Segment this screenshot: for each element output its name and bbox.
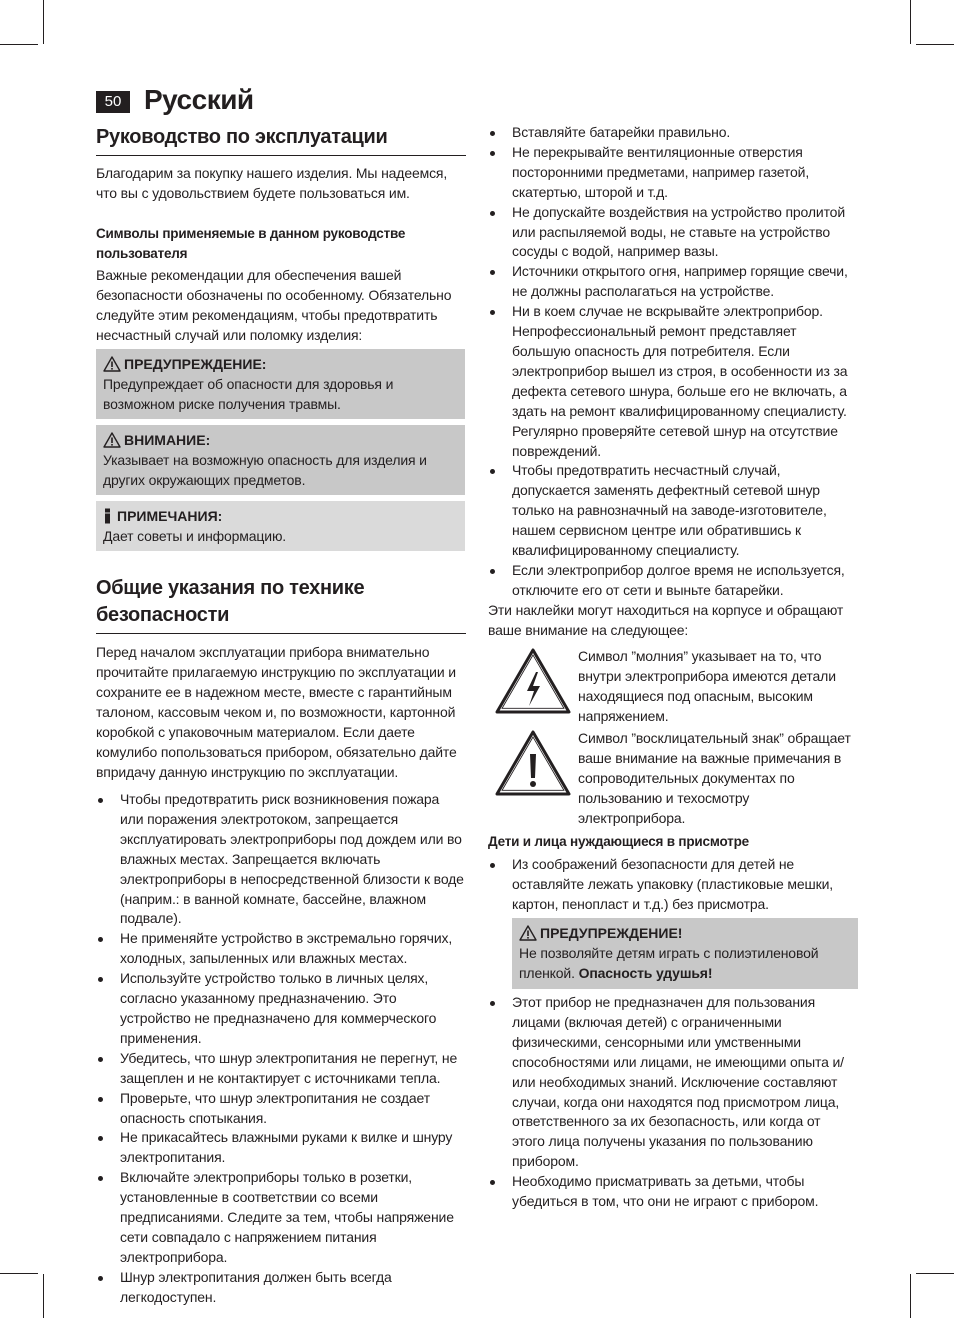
children-bullet-list-2 (488, 993, 850, 1212)
crop-mark (0, 1273, 38, 1274)
crop-mark (43, 1274, 44, 1318)
note-box (96, 501, 465, 551)
list-item: Используйте устройство только в личных целях, согласно указанному предназначению. Это устройство не предназначено для коммерческого применения. (96, 969, 466, 1049)
page-number: 50 (96, 91, 130, 113)
note-text: Дает советы и информацию. (103, 528, 287, 544)
children-warning-text-regular: Не позволяйте детям играть с полиэтиленовой пленкой. (519, 945, 819, 981)
list-item: Включайте электроприборы только в розетки, установленные в соответствии со всеми предписаниями. Следите за тем, чтобы напряжение сети совпадало с напряжением питания электроприбора. (96, 1168, 466, 1268)
children-warning-text (519, 943, 851, 983)
warning-triangle-icon (103, 432, 121, 448)
exclamation-symbol-text: Символ ”восклицательный знак” обращает ваше внимание на важные примечания в сопроводительных документах по пользованию и техосмотру электроприбора. (578, 730, 851, 826)
list-item: Шнур электропитания должен быть всегда легкодоступен. (96, 1268, 466, 1308)
crop-mark (43, 0, 44, 44)
section-rule (96, 155, 466, 156)
list-item: Если электроприбор долгое время не используется, отключите его от сети и выньте батарейки. (488, 561, 858, 601)
warning-triangle-icon (519, 925, 537, 941)
caution-label: ВНИМАНИЕ: (124, 432, 211, 448)
section-title-safety-line2: безопасности (96, 604, 230, 626)
safety-intro-text: Перед началом эксплуатации прибора внимательно прочитайте прилагаемую инструкцию по эксплуатации и сохраните ее в надежном месте, вместе с гарантийным талоном, кассовым чеком и, по возможности, картонной коробкой с упаковочным материалом. Если даете комулибо попользоваться прибором, обязательно дайте впридачу данную инструкцию по эксплуатации. (96, 644, 457, 780)
symbols-heading: Символы применяемые в данном руководстве пользователя (96, 226, 406, 261)
caution-box (96, 425, 465, 495)
list-item: Необходимо присматривать за детьми, чтобы убедиться в том, что они не играют с прибором. (488, 1172, 850, 1212)
warning-label: ПРЕДУПРЕЖДЕНИЕ: (124, 356, 267, 372)
list-item: Источники открытого огня, например горящие свечи, не должны располагаться на устройстве. (488, 262, 858, 302)
exclamation-symbol-row (488, 728, 858, 826)
caution-box-title (103, 430, 458, 450)
labels-intro-text: Эти наклейки могут находиться на корпусе и обращают ваше внимание на следующее: (488, 602, 844, 638)
warning-triangle-icon (103, 356, 121, 372)
children-bullet-list (488, 855, 850, 915)
symbols-text: Важные рекомендации для обеспечения вашей безопасности обозначены по особенному. Обязательно следуйте этим рекомендациям, чтобы предотвратить несчастный случай или поломку изделия: (96, 267, 452, 343)
list-item: Не допускайте воздействия на устройство пролитой или распыляемой воды, не ставьте на устройство сосуды с водой, например вазы. (488, 203, 858, 263)
children-warning-box (512, 918, 858, 989)
safety-bullet-list (96, 790, 466, 1308)
list-item: Чтобы предотвратить риск возникновения пожара или поражения электротоком, запрещается эксплуатировать электроприборы под дождем или во влажных местах. Запрещается включать электроприборы в непосредственной близости к воде (наприм.: в ванной комнате, бассейне, влажном подвале). (96, 790, 466, 929)
lightning-symbol-text: Символ ”молния” указывает на то, что внутри электроприбора имеются детали находящиеся под опасным, высоким напряжением. (578, 648, 836, 724)
crop-mark (916, 44, 954, 45)
section-title-safety-line1: Общие указания по технике (96, 577, 365, 599)
safety-bullet-list-continued (488, 123, 858, 601)
list-item: Не применяйте устройство в экстремально горячих, холодных, запыленных или влажных местах. (96, 929, 466, 969)
warning-box (96, 349, 465, 419)
children-heading: Дети и лица нуждающиеся в присмотре (488, 834, 749, 849)
list-item: Не прикасайтесь влажными руками к вилке и шнуру электропитания. (96, 1128, 466, 1168)
caution-text: Указывает на возможную опасность для изделия и других окружающих предметов. (103, 452, 427, 488)
children-warning-text-bold: Опасность удушья! (578, 965, 713, 981)
warning-text: Предупреждает об опасности для здоровья и возможном риске получения травмы. (103, 376, 394, 412)
list-item: Из соображений безопасности для детей не оставляйте лежать упаковку (пластиковые мешки, картон, пенопласт и т.д.) без присмотра. (488, 855, 850, 915)
section-title-safety (96, 575, 466, 631)
list-item: Чтобы предотвратить несчастный случай, допускается заменять дефектный сетевой шнур только на равнозначный на заводе-изготовителе, нашем сервисном центре или обратившись к квалифицированному специалисту. (488, 461, 858, 561)
list-item: Этот прибор не предназначен для пользования лицами (включая детей) с ограниченными физическими, сенсорными или умственными способностями или лицами, не имеющими опыта и/или необходимых знаний. Исключение составляют случаи, когда они находятся под присмотром лица, ответственного за их безопасность, или когда от этого лица получены указания по пользованию прибором. (488, 993, 850, 1172)
language-title: Русский (144, 84, 254, 115)
info-icon (103, 508, 113, 524)
crop-mark (910, 0, 911, 44)
note-box-title (103, 506, 458, 526)
children-warning-label: ПРЕДУПРЕЖДЕНИЕ! (540, 925, 683, 941)
list-item: Проверьте, что шнур электропитания не создает опасность спотыкания. (96, 1089, 466, 1129)
list-item: Убедитесь, что шнур электропитания не перегнут, не защеплен и не контактирует с источниками тепла. (96, 1049, 466, 1089)
crop-mark (916, 1273, 954, 1274)
lightning-warning-icon (494, 646, 572, 716)
note-label: ПРИМЕЧАНИЯ: (117, 508, 223, 524)
intro-text: Благодарим за покупку нашего изделия. Мы надеемся, что вы с удовольствием будете пользоваться им. (96, 165, 448, 201)
section-rule (96, 633, 466, 634)
warning-box-title (103, 354, 458, 374)
list-item: Не перекрывайте вентиляционные отверстия посторонними предметами, например газетой, скатертью, шторой и т.д. (488, 143, 858, 203)
children-warning-box-title (519, 923, 851, 943)
lightning-symbol-row (488, 646, 858, 724)
list-item: Ни в коем случае не вскрывайте электроприбор. Непрофессиональный ремонт представляет большую опасность для потребителя. Если электроприбор вышел из строя, в особенности из за дефекта сетевого шнура, больше его не включать, а здать на ремонт квалифицированному специалисту. Регулярно проверяйте сетевой шнур на отсутствие повреждений. (488, 302, 858, 461)
section-title-manual: Руководство по эксплуатации (96, 126, 388, 148)
exclamation-warning-icon (494, 728, 572, 798)
list-item: Вставляйте батарейки правильно. (488, 123, 858, 143)
crop-mark (910, 1274, 911, 1318)
crop-mark (0, 44, 38, 45)
